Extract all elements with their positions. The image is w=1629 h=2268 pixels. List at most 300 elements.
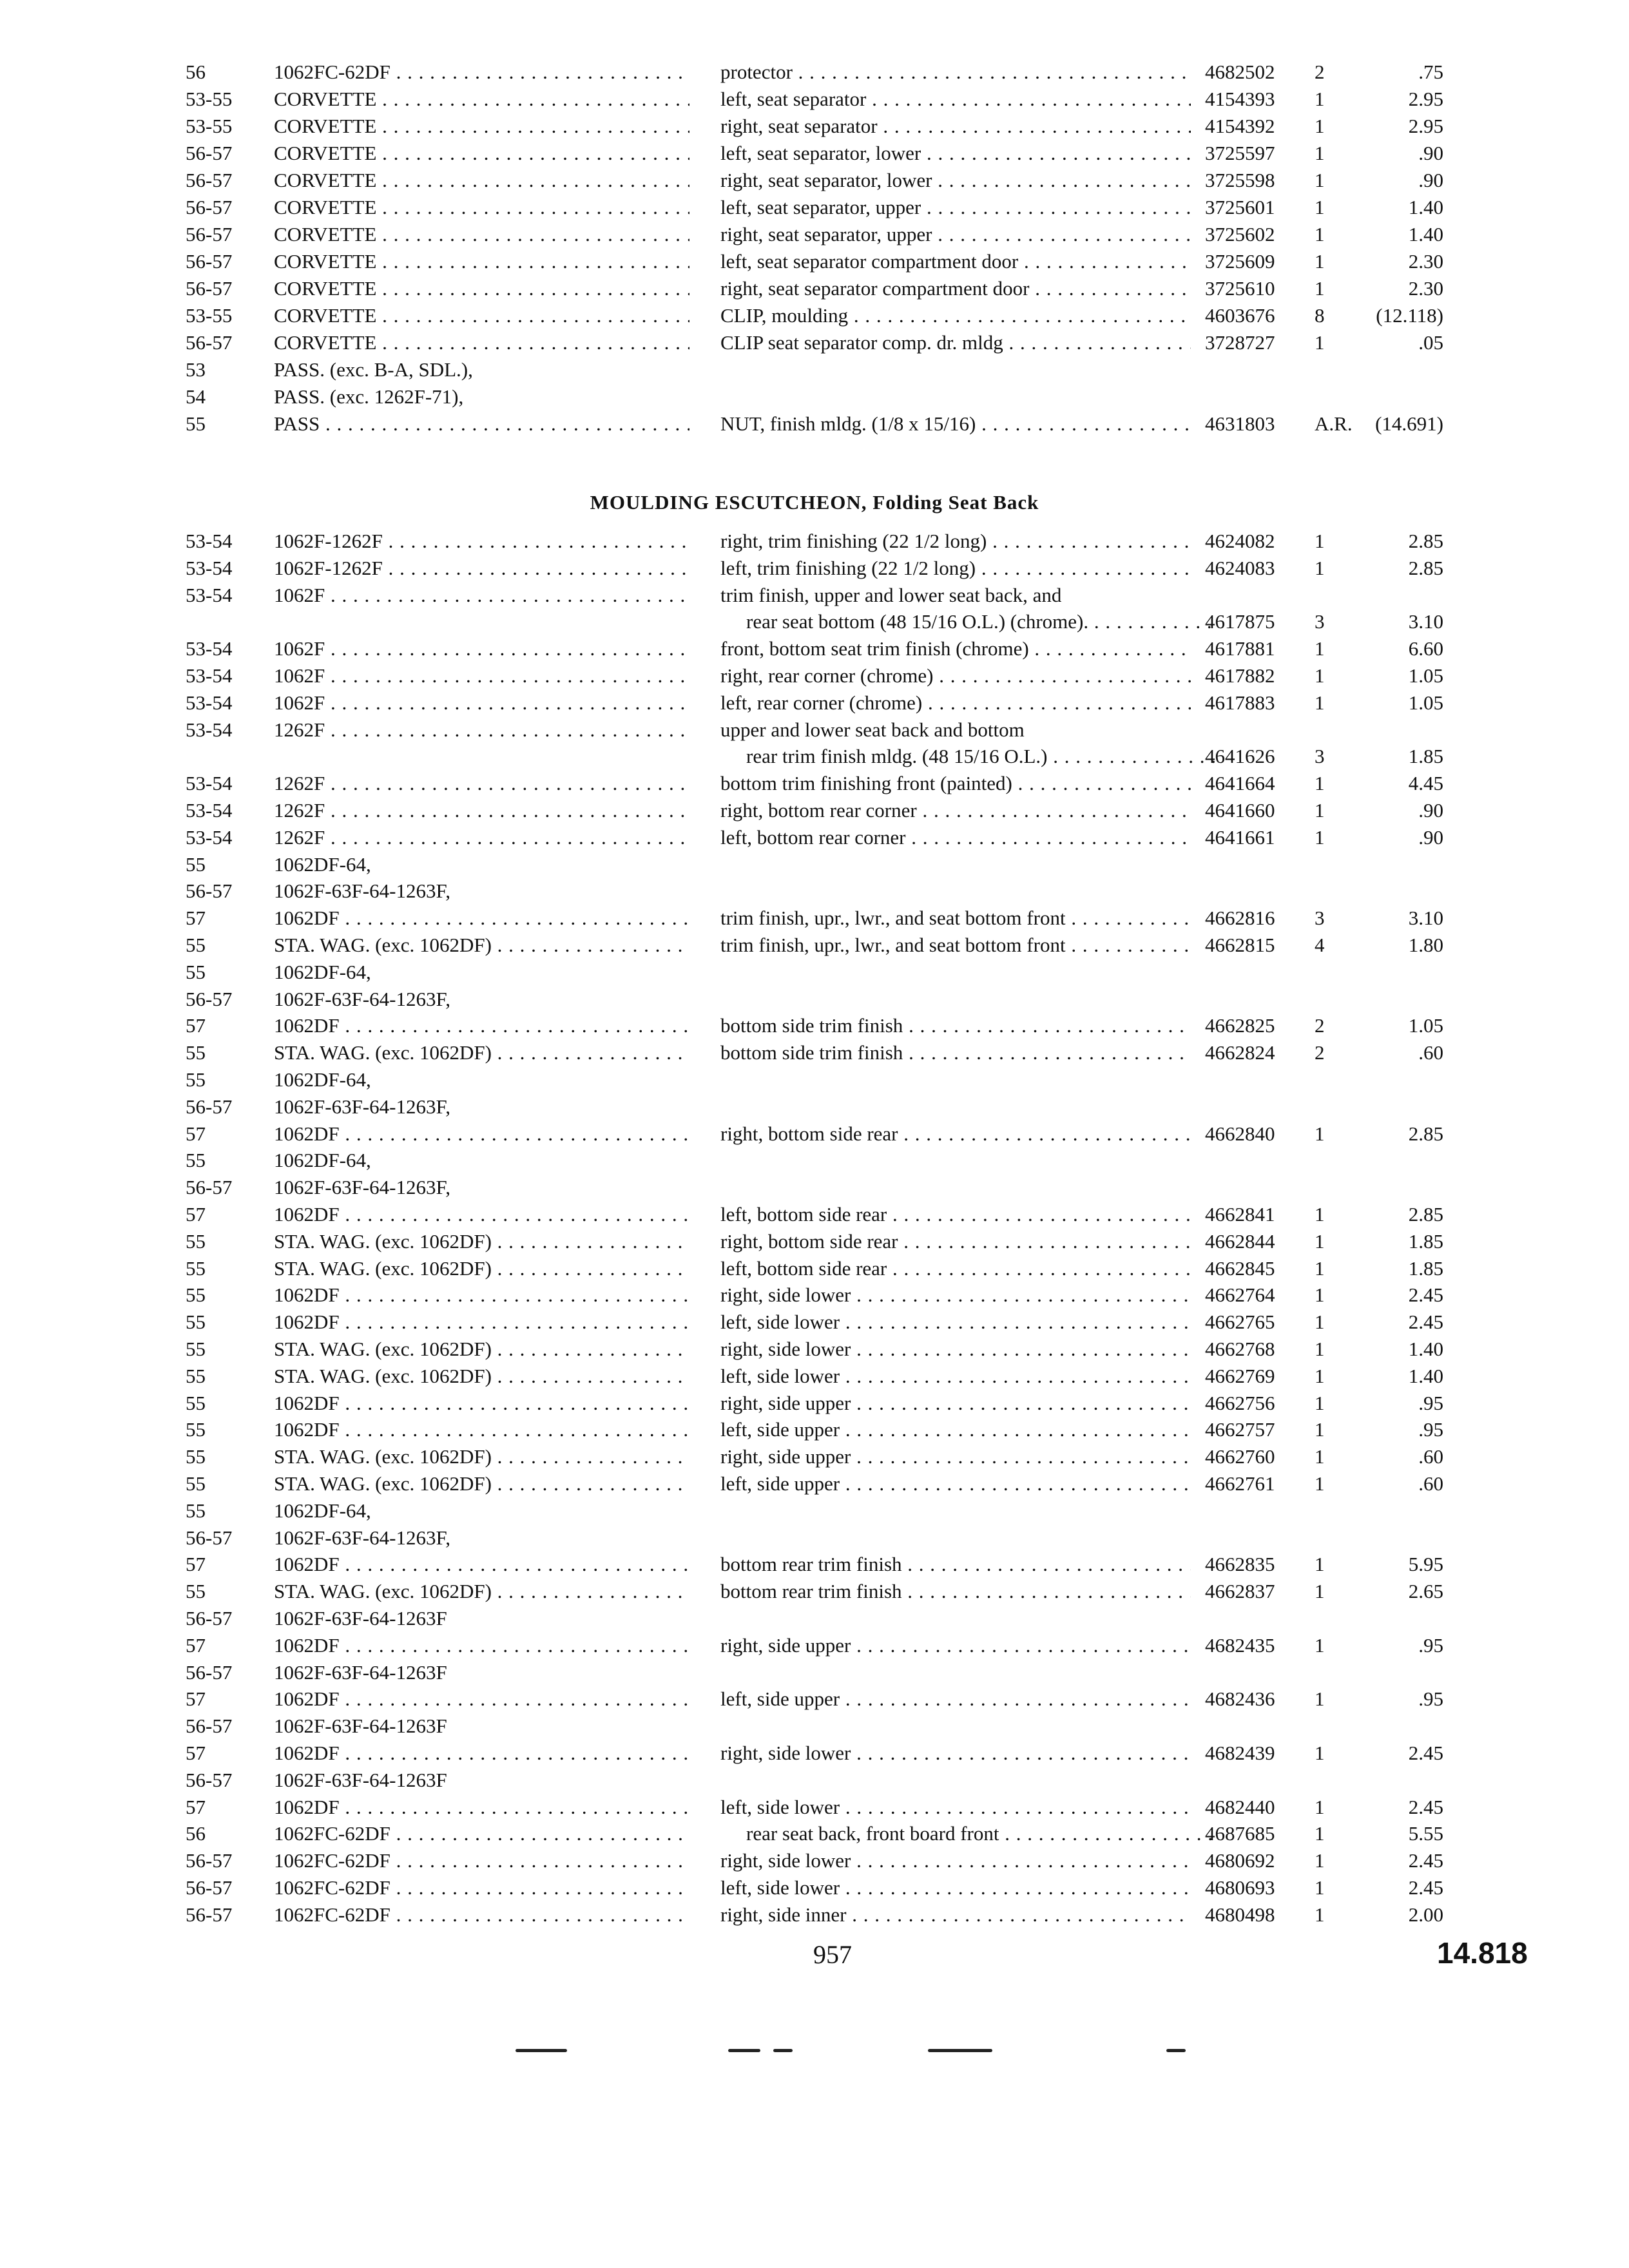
price-cell: 2.45: [1408, 1311, 1443, 1333]
table-row: [0, 528, 1629, 554]
model-cell: CORVETTE . . .: [274, 276, 689, 302]
quantity-cell: 2: [1315, 1014, 1325, 1037]
price-cell: 2.30: [1408, 250, 1443, 273]
table-row: [0, 1417, 1629, 1443]
description-cell: trim finish, upr., lwr., and seat bottom front . . .: [720, 905, 1191, 931]
table-row: [0, 1256, 1629, 1282]
section-number: 14.818: [1437, 1936, 1528, 1970]
year-cell: 56-57: [186, 250, 233, 273]
part-number-cell: 4687685: [1205, 1822, 1275, 1845]
table-row: [0, 1848, 1629, 1874]
quantity-cell: 1: [1315, 530, 1325, 552]
table-row: [0, 690, 1629, 716]
model-cell: 1062FC-62DF . . .: [274, 1848, 689, 1874]
part-number-cell: 4603676: [1205, 304, 1275, 327]
description-cell: right, side inner . . .: [720, 1902, 1191, 1928]
table-row: [0, 411, 1629, 437]
quantity-cell: 1: [1315, 664, 1325, 687]
part-number-cell: 4617882: [1205, 664, 1275, 687]
price-cell: 2.85: [1408, 557, 1443, 579]
year-cell: 53-54: [186, 826, 233, 849]
quantity-cell: 1: [1315, 1418, 1325, 1441]
price-cell: 2.45: [1408, 1796, 1443, 1818]
price-cell: 2.65: [1408, 1580, 1443, 1602]
model-cell: STA. WAG. (exc. 1062DF) . . .: [274, 1336, 689, 1362]
year-cell: 56: [186, 1822, 206, 1845]
description-cell: trim finish, upr., lwr., and seat bottom front . . .: [720, 932, 1191, 958]
year-cell: 57: [186, 1553, 206, 1575]
table-row: [0, 1067, 1629, 1093]
description-cell: right, side lower . . .: [720, 1740, 1191, 1766]
description-cell: right, bottom rear corner . . .: [720, 798, 1191, 823]
part-number-cell: 4662756: [1205, 1392, 1275, 1414]
price-cell: .90: [1418, 799, 1443, 822]
year-cell: 55: [186, 1499, 206, 1522]
description-cell: left, seat separator, upper . . .: [720, 195, 1191, 220]
price-cell: 2.30: [1408, 277, 1443, 300]
year-cell: 57: [186, 1014, 206, 1037]
year-cell: 57: [186, 1687, 206, 1710]
model-cell: PASS . . .: [274, 411, 689, 437]
year-cell: 56-57: [186, 169, 233, 191]
quantity-cell: 1: [1315, 1849, 1325, 1872]
description-cell: left, bottom rear corner . . .: [720, 825, 1191, 850]
price-cell: 1.80: [1408, 934, 1443, 956]
model-cell: 1062F-63F-64-1263F: [274, 1769, 447, 1791]
model-cell: 1062FC-62DF . . .: [274, 1902, 689, 1928]
table-row: [0, 1525, 1629, 1551]
model-cell: 1062F . . .: [274, 582, 689, 608]
year-cell: 55: [186, 1580, 206, 1602]
table-row: [0, 1902, 1629, 1928]
year-cell: 55: [186, 1472, 206, 1495]
year-cell: 56: [186, 61, 206, 83]
year-cell: 55: [186, 1257, 206, 1280]
scan-mark: [928, 2049, 992, 2052]
description-cell: rear trim finish mldg. (48 15/16 O.L.) . . .: [720, 744, 1217, 769]
table-row: [0, 1821, 1629, 1847]
quantity-cell: 1: [1315, 691, 1325, 714]
part-number-cell: 4682440: [1205, 1796, 1275, 1818]
part-number-cell: 4682502: [1205, 61, 1275, 83]
description-cell: bottom rear trim finish . . .: [720, 1579, 1191, 1604]
price-cell: 1.40: [1408, 1338, 1443, 1360]
price-cell: 1.40: [1408, 196, 1443, 218]
model-cell: 1062DF . . .: [274, 1633, 689, 1658]
quantity-cell: 1: [1315, 637, 1325, 660]
part-number-cell: 4662768: [1205, 1338, 1275, 1360]
year-cell: 53-54: [186, 718, 233, 741]
quantity-cell: 1: [1315, 250, 1325, 273]
part-number-cell: 4662840: [1205, 1122, 1275, 1145]
scan-mark: [516, 2049, 567, 2052]
description-cell: left, side lower . . .: [720, 1875, 1191, 1901]
model-cell: 1062DF . . .: [274, 1309, 689, 1335]
description-cell: CLIP, moulding . . .: [720, 303, 1191, 329]
part-number-cell: 4662841: [1205, 1203, 1275, 1225]
table-row: [0, 1282, 1629, 1308]
table-row: [0, 771, 1629, 796]
part-number-cell: 4662764: [1205, 1283, 1275, 1306]
quantity-cell: 1: [1315, 1796, 1325, 1818]
description-cell: left, seat separator, lower . . .: [720, 140, 1191, 166]
part-number-cell: 4662824: [1205, 1041, 1275, 1064]
table-row: [0, 140, 1629, 166]
part-number-cell: 4617875: [1205, 610, 1275, 633]
year-cell: 55: [186, 1418, 206, 1441]
price-cell: .60: [1418, 1472, 1443, 1495]
model-cell: 1062F-63F-64-1263F,: [274, 1176, 450, 1198]
description-cell: protector . . .: [720, 59, 1191, 85]
description-cell: front, bottom seat trim finish (chrome) . . .: [720, 636, 1191, 662]
year-cell: 56-57: [186, 1769, 233, 1791]
table-row: [0, 582, 1629, 608]
table-row: [0, 1363, 1629, 1389]
model-cell: STA. WAG. (exc. 1062DF) . . .: [274, 1363, 689, 1389]
year-cell: 55: [186, 1338, 206, 1360]
year-cell: 57: [186, 1634, 206, 1657]
table-row: [0, 1552, 1629, 1577]
table-row: [0, 932, 1629, 958]
price-cell: 2.95: [1408, 88, 1443, 110]
table-row: [0, 555, 1629, 581]
model-cell: STA. WAG. (exc. 1062DF) . . .: [274, 1471, 689, 1497]
quantity-cell: 1: [1315, 557, 1325, 579]
year-cell: 55: [186, 1149, 206, 1171]
table-row: [0, 222, 1629, 247]
price-cell: 1.85: [1408, 745, 1443, 767]
price-cell: 2.45: [1408, 1283, 1443, 1306]
model-cell: 1062F-63F-64-1263F,: [274, 1526, 450, 1549]
quantity-cell: 1: [1315, 799, 1325, 822]
price-cell: 1.40: [1408, 223, 1443, 245]
year-cell: 53-54: [186, 530, 233, 552]
table-row: [0, 1202, 1629, 1227]
table-row: [0, 1767, 1629, 1793]
year-cell: 55: [186, 1283, 206, 1306]
table-row: [0, 798, 1629, 823]
part-number-cell: 3725610: [1205, 277, 1275, 300]
model-cell: 1262F . . .: [274, 825, 689, 850]
price-cell: 1.40: [1408, 1365, 1443, 1387]
part-number-cell: 4682435: [1205, 1634, 1275, 1657]
price-cell: (12.118): [1376, 304, 1443, 327]
description-cell: left, bottom side rear . . .: [720, 1202, 1191, 1227]
model-cell: 1062DF . . .: [274, 1202, 689, 1227]
description-cell: right, seat separator, upper . . .: [720, 222, 1191, 247]
price-cell: .60: [1418, 1041, 1443, 1064]
table-row: [0, 1040, 1629, 1066]
price-cell: .75: [1418, 61, 1443, 83]
year-cell: 56-57: [186, 223, 233, 245]
table-row: [0, 113, 1629, 139]
table-row: [0, 59, 1629, 85]
year-cell: 56-57: [186, 1095, 233, 1118]
table-row: [0, 303, 1629, 329]
year-cell: 55: [186, 961, 206, 983]
quantity-cell: 1: [1315, 1311, 1325, 1333]
table-row: [0, 663, 1629, 689]
price-cell: 4.45: [1408, 772, 1443, 794]
description-cell: bottom rear trim finish . . .: [720, 1552, 1191, 1577]
description-cell: CLIP seat separator comp. dr. mldg . . .: [720, 330, 1191, 356]
description-cell: right, rear corner (chrome) . . .: [720, 663, 1191, 689]
part-number-cell: 4662837: [1205, 1580, 1275, 1602]
description-cell: rear seat bottom (48 15/16 O.L.) (chrome). . . .: [720, 609, 1217, 635]
part-number-cell: 4631803: [1205, 412, 1275, 435]
price-cell: 3.10: [1408, 610, 1443, 633]
model-cell: 1062F-63F-64-1263F: [274, 1715, 447, 1737]
table-row: [0, 1660, 1629, 1686]
price-cell: 5.55: [1408, 1822, 1443, 1845]
price-cell: 3.10: [1408, 907, 1443, 929]
year-cell: 56-57: [186, 1849, 233, 1872]
part-number-cell: 4662844: [1205, 1230, 1275, 1253]
price-cell: .95: [1418, 1634, 1443, 1657]
model-cell: 1062DF-64,: [274, 853, 371, 876]
description-cell: right, side upper . . .: [720, 1444, 1191, 1470]
model-cell: 1062F . . .: [274, 690, 689, 716]
year-cell: 55: [186, 934, 206, 956]
year-cell: 56-57: [186, 1715, 233, 1737]
quantity-cell: 1: [1315, 1553, 1325, 1575]
year-cell: 53: [186, 358, 206, 381]
quantity-cell: 1: [1315, 88, 1325, 110]
quantity-cell: 1: [1315, 1634, 1325, 1657]
description-cell: bottom trim finishing front (painted) . . .: [720, 771, 1191, 796]
model-cell: 1062DF . . .: [274, 1686, 689, 1712]
model-cell: PASS. (exc. B-A, SDL.),: [274, 358, 473, 381]
model-cell: CORVETTE . . .: [274, 222, 689, 247]
table-row: [0, 1094, 1629, 1120]
year-cell: 53-55: [186, 115, 233, 137]
model-cell: 1062F-63F-64-1263F: [274, 1661, 447, 1684]
price-cell: .95: [1418, 1687, 1443, 1710]
model-cell: STA. WAG. (exc. 1062DF) . . .: [274, 1040, 689, 1066]
year-cell: 53-54: [186, 637, 233, 660]
table-row: [0, 825, 1629, 850]
model-cell: 1062FC-62DF . . .: [274, 59, 689, 85]
model-cell: 1062DF . . .: [274, 1390, 689, 1416]
model-cell: STA. WAG. (exc. 1062DF) . . .: [274, 932, 689, 958]
price-cell: 1.05: [1408, 1014, 1443, 1037]
year-cell: 54: [186, 385, 206, 408]
year-cell: 57: [186, 1742, 206, 1764]
description-cell: right, trim finishing (22 1/2 long) . . .: [720, 528, 1191, 554]
scan-mark: [728, 2049, 760, 2052]
model-cell: 1262F . . .: [274, 771, 689, 796]
table-row: [0, 1336, 1629, 1362]
description-cell: left, side lower . . .: [720, 1794, 1191, 1820]
description-cell: right, bottom side rear . . .: [720, 1121, 1191, 1147]
part-number-cell: 4662769: [1205, 1365, 1275, 1387]
description-cell: left, side upper . . .: [720, 1686, 1191, 1712]
model-cell: 1062DF . . .: [274, 1417, 689, 1443]
quantity-cell: 2: [1315, 1041, 1325, 1064]
quantity-cell: 1: [1315, 1742, 1325, 1764]
price-cell: 2.45: [1408, 1849, 1443, 1872]
quantity-cell: 1: [1315, 1365, 1325, 1387]
table-row: [0, 717, 1629, 743]
quantity-cell: 1: [1315, 169, 1325, 191]
quantity-cell: 1: [1315, 1687, 1325, 1710]
description-cell: right, seat separator, lower . . .: [720, 168, 1191, 193]
part-number-cell: 4662816: [1205, 907, 1275, 929]
model-cell: CORVETTE . . .: [274, 113, 689, 139]
model-cell: 1062F-63F-64-1263F,: [274, 1095, 450, 1118]
year-cell: 55: [186, 1230, 206, 1253]
page-number: 957: [813, 1940, 852, 1969]
part-number-cell: 4662845: [1205, 1257, 1275, 1280]
quantity-cell: 3: [1315, 610, 1325, 633]
model-cell: 1062F-63F-64-1263F,: [274, 988, 450, 1010]
table-row: [0, 986, 1629, 1012]
year-cell: 55: [186, 412, 206, 435]
model-cell: CORVETTE . . .: [274, 303, 689, 329]
model-cell: 1062DF . . .: [274, 1013, 689, 1039]
quantity-cell: 4: [1315, 934, 1325, 956]
year-cell: 53-54: [186, 584, 233, 606]
part-number-cell: 4662835: [1205, 1553, 1275, 1575]
model-cell: CORVETTE . . .: [274, 195, 689, 220]
part-number-cell: 4641664: [1205, 772, 1275, 794]
model-cell: 1062DF . . .: [274, 1282, 689, 1308]
description-cell: left, trim finishing (22 1/2 long) . . .: [720, 555, 1191, 581]
quantity-cell: 1: [1315, 826, 1325, 849]
table-row: [0, 744, 1629, 769]
part-number-cell: 4680693: [1205, 1876, 1275, 1899]
year-cell: 56-57: [186, 196, 233, 218]
model-cell: CORVETTE . . .: [274, 330, 689, 356]
year-cell: 55: [186, 1041, 206, 1064]
table-row: [0, 1013, 1629, 1039]
model-cell: 1062DF . . .: [274, 1794, 689, 1820]
table-row: [0, 249, 1629, 274]
model-cell: CORVETTE . . .: [274, 86, 689, 112]
model-cell: 1062FC-62DF . . .: [274, 1821, 689, 1847]
description-cell: right, side upper . . .: [720, 1390, 1191, 1416]
table-row: [0, 878, 1629, 904]
model-cell: STA. WAG. (exc. 1062DF) . . .: [274, 1444, 689, 1470]
year-cell: 57: [186, 907, 206, 929]
quantity-cell: 1: [1315, 1122, 1325, 1145]
model-cell: 1062F-63F-64-1263F: [274, 1607, 447, 1629]
quantity-cell: 1: [1315, 115, 1325, 137]
description-cell: left, side upper . . .: [720, 1417, 1191, 1443]
year-cell: 55: [186, 1365, 206, 1387]
quantity-cell: 1: [1315, 1230, 1325, 1253]
year-cell: 57: [186, 1203, 206, 1225]
model-cell: CORVETTE . . .: [274, 249, 689, 274]
table-row: [0, 276, 1629, 302]
table-row: [0, 1498, 1629, 1524]
year-cell: 56-57: [186, 1607, 233, 1629]
model-cell: 1062F-63F-64-1263F,: [274, 879, 450, 902]
year-cell: 53-54: [186, 691, 233, 714]
table-row: [0, 1229, 1629, 1254]
part-number-cell: 4662815: [1205, 934, 1275, 956]
quantity-cell: 1: [1315, 223, 1325, 245]
part-number-cell: 4682439: [1205, 1742, 1275, 1764]
quantity-cell: 1: [1315, 196, 1325, 218]
year-cell: 55: [186, 853, 206, 876]
description-cell: right, side lower . . .: [720, 1282, 1191, 1308]
table-row: [0, 1686, 1629, 1712]
model-cell: CORVETTE . . .: [274, 140, 689, 166]
price-cell: 1.85: [1408, 1257, 1443, 1280]
part-number-cell: 4624082: [1205, 530, 1275, 552]
table-row: [0, 1633, 1629, 1658]
price-cell: 2.85: [1408, 530, 1443, 552]
year-cell: 57: [186, 1122, 206, 1145]
part-number-cell: 3728727: [1205, 331, 1275, 354]
quantity-cell: 1: [1315, 1445, 1325, 1468]
table-row: [0, 1148, 1629, 1173]
table-row: [0, 330, 1629, 356]
quantity-cell: 1: [1315, 1203, 1325, 1225]
price-cell: .90: [1418, 142, 1443, 164]
model-cell: 1062F-1262F . . .: [274, 528, 689, 554]
part-number-cell: 4662825: [1205, 1014, 1275, 1037]
part-number-cell: 4680498: [1205, 1903, 1275, 1926]
quantity-cell: 3: [1315, 745, 1325, 767]
description-cell: left, side lower . . .: [720, 1363, 1191, 1389]
year-cell: 55: [186, 1392, 206, 1414]
price-cell: 2.45: [1408, 1876, 1443, 1899]
part-number-cell: 4624083: [1205, 557, 1275, 579]
price-cell: 2.45: [1408, 1742, 1443, 1764]
quantity-cell: 3: [1315, 907, 1325, 929]
table-row: [0, 1309, 1629, 1335]
model-cell: 1062DF . . .: [274, 1740, 689, 1766]
part-number-cell: 3725602: [1205, 223, 1275, 245]
price-cell: .90: [1418, 169, 1443, 191]
year-cell: 53-55: [186, 88, 233, 110]
quantity-cell: 8: [1315, 304, 1325, 327]
description-cell: rear seat back, front board front . . .: [720, 1821, 1217, 1847]
table-row: [0, 357, 1629, 383]
quantity-cell: 1: [1315, 1338, 1325, 1360]
year-cell: 56-57: [186, 1661, 233, 1684]
quantity-cell: 1: [1315, 1392, 1325, 1414]
description-cell: left, bottom side rear . . .: [720, 1256, 1191, 1282]
model-cell: 1062F-1262F . . .: [274, 555, 689, 581]
price-cell: .05: [1418, 331, 1443, 354]
quantity-cell: 1: [1315, 1283, 1325, 1306]
description-cell: upper and lower seat back and bottom: [720, 718, 1025, 741]
model-cell: 1262F . . .: [274, 717, 689, 743]
year-cell: 57: [186, 1796, 206, 1818]
quantity-cell: 1: [1315, 277, 1325, 300]
year-cell: 55: [186, 1311, 206, 1333]
price-cell: 2.85: [1408, 1203, 1443, 1225]
year-cell: 53-54: [186, 557, 233, 579]
table-row: [0, 1606, 1629, 1631]
description-cell: right, bottom side rear . . .: [720, 1229, 1191, 1254]
price-cell: .95: [1418, 1392, 1443, 1414]
scan-mark: [773, 2049, 793, 2052]
model-cell: 1262F . . .: [274, 798, 689, 823]
price-cell: 6.60: [1408, 637, 1443, 660]
table-row: [0, 168, 1629, 193]
part-number-cell: 4154392: [1205, 115, 1275, 137]
price-cell: 5.95: [1408, 1553, 1443, 1575]
quantity-cell: 1: [1315, 1257, 1325, 1280]
year-cell: 56-57: [186, 1903, 233, 1926]
scan-artifacts: [0, 2049, 1629, 2062]
price-cell: 1.05: [1408, 691, 1443, 714]
model-cell: 1062FC-62DF . . .: [274, 1875, 689, 1901]
